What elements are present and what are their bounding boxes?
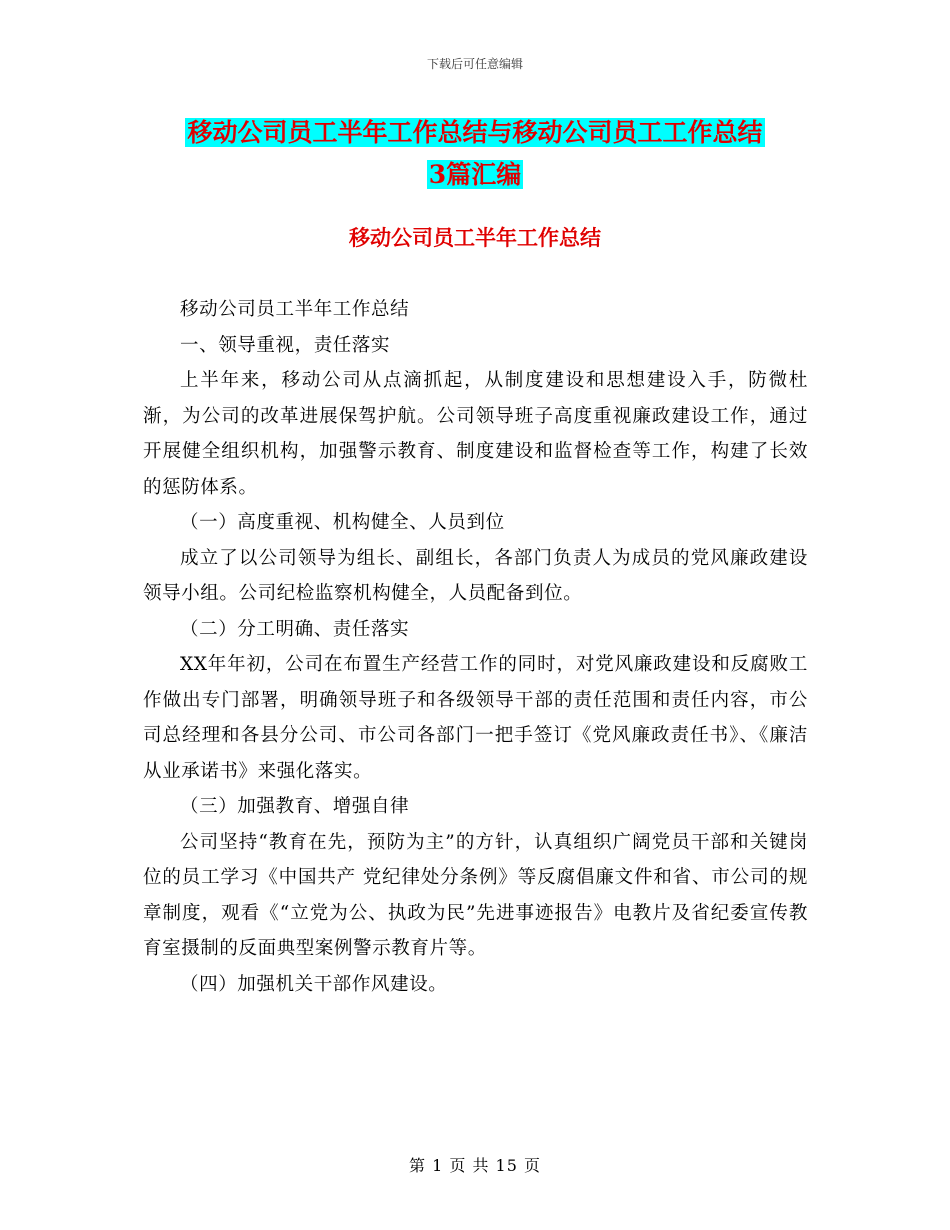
paragraph: XX年年初，公司在布置生产经营工作的同时，对党风廉政建设和反腐败工作做出专门部署，明确领导班子和各级领导干部的责任范围和责任内容，市公司总经理和各县分公司、市公司各部门一把手签订《党风廉政责任书》、《廉洁从业承诺书》来强化落实。 <box>143 654 808 782</box>
document-title <box>0 112 950 196</box>
paragraph: 一、领导重视，责任落实 <box>180 334 391 356</box>
paragraph: 上半年来，移动公司从点滴抓起，从制度建设和思想建设入手，防微杜渐，为公司的改革进展保驾护航。公司领导班子高度重视廉政建设工作，通过开展健全组织机构，加强警示教育、制度建设和监督检查等工作，构建了长效的惩防体系。 <box>143 370 808 498</box>
paragraph: 移动公司员工半年工作总结 <box>180 299 410 320</box>
document-title-line1: 移动公司员工半年工作总结与移动公司员工工作总结 <box>187 118 763 147</box>
page-header-note: 下载后可任意编辑 <box>426 57 523 71</box>
document-body <box>143 292 808 1002</box>
paragraph: 成立了以公司领导为组长、副组长，各部门负责人为成员的党风廉政建设领导小组。公司纪检监察机构健全，人员配备到位。 <box>143 547 808 604</box>
document-title-line2: 3篇汇编 <box>428 160 522 189</box>
section-title: 移动公司员工半年工作总结 <box>349 225 601 250</box>
paragraph: （三）加强教育、增强自律 <box>180 796 410 817</box>
paragraph: （四）加强机关干部作风建设。 <box>180 973 448 995</box>
paragraph: （一）高度重视、机构健全、人员到位 <box>180 512 505 533</box>
paragraph: 公司坚持“教育在先，预防为主”的方针，认真组织广阔党员干部和关键岗位的员工学习《中国共产 党纪律处分条例》等反腐倡廉文件和省、市公司的规章制度，观看《“立党为公、执政为民”先进事迹报告》电教片及省纪委宣传教育室摄制的反面典型案例警示教育片等。 <box>143 831 808 959</box>
paragraph: （二）分工明确、责任落实 <box>180 618 410 640</box>
page-number-footer: 第 1 页 共 15 页 <box>409 1156 541 1175</box>
